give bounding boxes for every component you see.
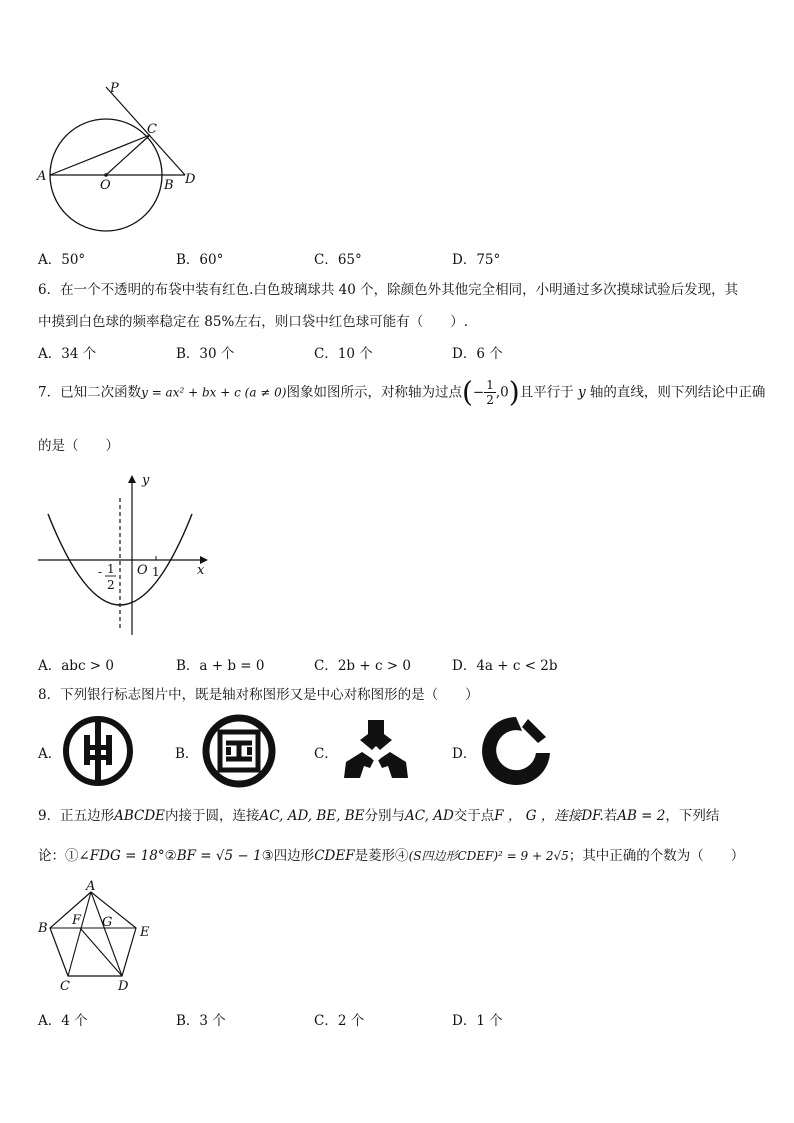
label-origin: O [137,563,148,578]
q5-options [38,248,758,268]
q7-stem: 7．已知二次函数y = ax² + bx + c (a ≠ 0)图象如图所示，对称轴为过点(− $\frac{1}{2}$ ,0)且平行于 y 轴的直线，则下列结论中正确 [38,375,766,409]
q9-text-1a: 9．正五边形 [38,808,115,824]
diagonal-ac [68,892,91,976]
q6-option-c[interactable]: C．10 个 [314,346,373,362]
segment-df [80,928,122,976]
q7-option-b[interactable]: B．a + b = 0 [176,658,265,674]
q9-options [38,1009,758,1029]
q6-line2: 中摸到白色球的频率稳定在 85%左右，则口袋中红色球可能有（ ）. [38,314,469,330]
label-c: C [60,979,70,994]
label-e: E [140,925,150,940]
q6-line1: 6．在一个不透明的布袋中装有红色.白色玻璃球共 40 个，除颜色外其他完全相同，小明通过多次摸球试验后发现，其 [38,282,739,298]
label-b: B [164,178,174,193]
q5-option-c[interactable]: C．65° [314,252,362,268]
label-f: F [72,913,82,928]
q7-option-a[interactable]: A．abc > 0 [38,658,114,674]
bank-logo-d-icon [480,713,552,793]
q7-option-c[interactable]: C．2b + c > 0 [314,658,411,674]
label-y: y [142,473,150,488]
q7-mid3: 轴的直线，则下列结论中正确 [589,384,766,401]
q9-stem-line2: 论：①∠FDG = 18°②BF = √5 − 1③四边形CDEF是菱形④(S四边形CDEF)² = 9 + 2√5；其中正确的个数为（ ） [38,848,745,864]
bank-logo-a-icon [62,715,134,791]
label-p: P [110,81,119,96]
label-d: D [185,172,196,187]
label-d: D [118,979,129,994]
q7-function: y = ax² + bx + c (a ≠ 0) [141,385,287,400]
label-one: 1 [152,565,160,579]
label-b: B [38,921,48,936]
q7-options [38,654,758,674]
q7-point-fraction: $\frac{1}{2}$ [486,378,494,407]
bank-logo-b-icon [202,714,276,792]
label-g: G [102,915,113,930]
q5-option-d[interactable]: D．75° [452,252,501,268]
label-neg-half-num: 1 [107,562,115,576]
q6-stem [38,280,758,332]
q6-option-b[interactable]: B．30 个 [176,346,235,362]
q5-option-b[interactable]: B．60° [176,252,224,268]
q6-options [38,342,758,362]
label-a: A [37,169,47,184]
q9-option-c[interactable]: C．2 个 [314,1013,365,1029]
q5-circle-figure [30,75,210,235]
label-neg-half-den: 2 [107,578,115,592]
q8-option-c[interactable]: C． [314,746,338,762]
q8-option-a[interactable]: A． [38,746,62,762]
q6-option-d[interactable]: D．6 个 [452,346,503,362]
q9-stem-line1: 9．正五边形ABCDE内接于圆，连接AC, AD, BE, BE分别与AC, AD交于点F ， G ，连接DF.若AB = 2，下列结 [38,808,720,824]
q9-option-b[interactable]: B．3 个 [176,1013,226,1029]
q9-option-a[interactable]: A．4 个 [38,1013,88,1029]
pentagon-abcde [50,892,136,976]
q9-option-d[interactable]: D．1 个 [452,1013,503,1029]
q7-parabola-figure [36,470,216,638]
q8-option-d[interactable]: D． [452,746,477,762]
q5-option-a[interactable]: A．50° [38,252,86,268]
svg-text:-: - [98,565,103,579]
label-x: x [197,563,205,578]
q9-pentagon-figure [34,880,164,996]
q7-option-d[interactable]: D．4a + c < 2b [452,658,558,674]
q7-mid2: 且平行于 [519,384,574,401]
bank-logo-c-icon [340,716,412,788]
label-o: O [100,178,111,193]
label-a: A [86,880,96,894]
q8-stem: 8．下列银行标志图片中，既是轴对称图形又是中心对称图形的是（ ） [38,687,479,703]
tangent-pd [106,87,185,175]
q7-prefix: 7．已知二次函数 [38,384,142,401]
q7-line2: 的是（ ） [38,438,119,454]
label-c: C [147,122,157,137]
q7-mid1: 图象如图所示，对称轴为过点 [286,384,462,401]
radius-oc [106,135,150,175]
q6-option-a[interactable]: A．34 个 [38,346,97,362]
chord-ac [50,135,150,175]
q8-option-b[interactable]: B． [175,746,199,762]
